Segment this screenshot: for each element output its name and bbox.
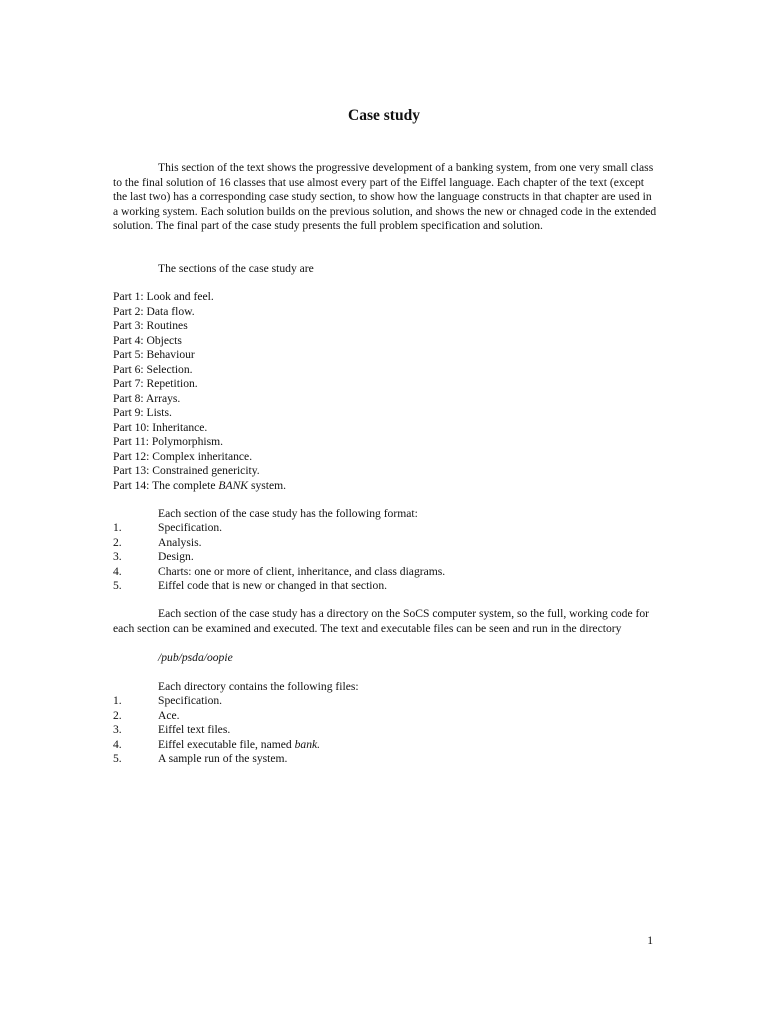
item-number: 4. — [113, 737, 122, 751]
list-item: Part 13: Constrained genericity. — [113, 464, 260, 477]
item-number: 5. — [113, 752, 122, 765]
part14-prefix: Part 14: The complete — [113, 478, 219, 492]
list-item: Part 5: Behaviour — [113, 348, 195, 361]
list-item — [113, 550, 445, 565]
list-item — [113, 738, 320, 753]
format-list — [113, 521, 445, 594]
intro-text: This section of the text shows the progressive development of a banking system, from one very small class to the final solution of 16 classes that use almost every part of the Eiffel language. Each chapter of the text (except the last two) has a corresponding case study section, to show how the language constructs in that chapter are used in a working system. Each solution builds on the previous solution, and shows the new or chnaged code in the extended solution. The final part of the case study presents the full problem specification and solution. — [113, 161, 657, 232]
item-text: Specification. — [158, 694, 223, 707]
intro-paragraph — [113, 161, 658, 234]
list-item: Part 12: Complex inheritance. — [113, 449, 253, 463]
list-item-part-14 — [113, 479, 286, 494]
part14-emphasis: BANK — [218, 478, 249, 492]
item-number: 4. — [113, 564, 122, 578]
item-number: 3. — [113, 723, 122, 736]
list-item — [113, 709, 320, 724]
item-text: Design. — [158, 550, 194, 563]
page-number: 1 — [647, 934, 653, 947]
item-number: 1. — [113, 521, 122, 534]
list-item: Part 2: Data flow. — [113, 304, 195, 318]
list-item: Part 7: Repetition. — [113, 377, 198, 390]
item-text: A sample run of the system. — [158, 752, 288, 765]
list-item: Part 4: Objects — [113, 333, 182, 347]
item-text: Specification. — [158, 521, 223, 534]
item-text: Eiffel code that is new or changed in that section. — [158, 579, 388, 592]
list-item — [113, 694, 320, 709]
list-item — [113, 521, 445, 536]
list-item: Part 1: Look and feel. — [113, 290, 214, 303]
item-text: Analysis. — [158, 535, 202, 549]
page-title: Case study — [348, 107, 420, 124]
item-text: Eiffel text files. — [158, 723, 231, 736]
files-list — [113, 694, 320, 767]
item-number: 2. — [113, 708, 122, 722]
list-item: Part 11: Polymorphism. — [113, 435, 224, 448]
sections-lead: The sections of the case study are — [158, 262, 314, 275]
item-number: 3. — [113, 550, 122, 563]
format-lead: Each section of the case study has the following format: — [158, 507, 418, 520]
part14-suffix: system. — [248, 478, 287, 492]
parts-list — [113, 290, 286, 493]
item-number: 1. — [113, 694, 122, 707]
item-text: Ace. — [158, 708, 180, 722]
item-number: 5. — [113, 579, 122, 592]
list-item — [113, 723, 320, 738]
files-lead: Each directory contains the following files: — [158, 680, 359, 693]
list-item: Part 3: Routines — [113, 319, 188, 332]
list-item — [113, 536, 445, 551]
item-emphasis: bank. — [294, 737, 321, 751]
list-item — [113, 579, 445, 594]
list-item — [113, 565, 445, 580]
directory-path: /pub/psda/oopie — [158, 651, 233, 664]
item-text: Charts: one or more of client, inheritance, and class diagrams. — [158, 564, 446, 578]
list-item: Part 6: Selection. — [113, 362, 193, 376]
list-item: Part 8: Arrays. — [113, 391, 181, 405]
directory-paragraph — [113, 607, 658, 636]
list-item: Part 10: Inheritance. — [113, 420, 208, 434]
list-item — [113, 752, 320, 767]
directory-text: Each section of the case study has a directory on the SoCS computer system, so the full, working code for each section can be examined and executed. The text and executable files can be seen and run in the directory — [113, 607, 650, 635]
item-text: Eiffel executable file, named — [158, 737, 295, 751]
item-number: 2. — [113, 535, 122, 549]
list-item: Part 9: Lists. — [113, 406, 172, 419]
